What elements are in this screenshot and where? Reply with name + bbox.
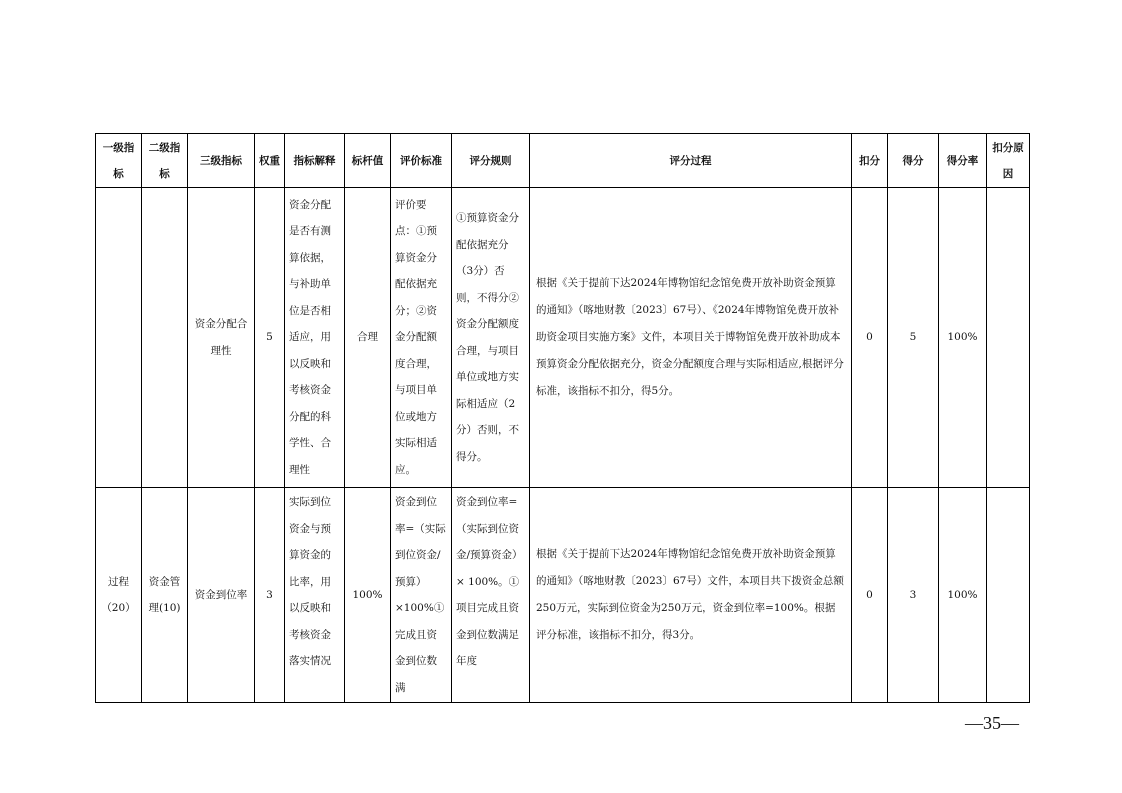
- table-row: [96, 188, 1030, 488]
- evaluation-table: [95, 133, 1030, 703]
- header-reason: 扣分原因: [987, 134, 1030, 188]
- cell-explanation: 实际到位资金与预算资金的比率，用以反映和考核资金落实情况: [285, 488, 345, 703]
- cell-criteria: 评价要点：①预算资金分配依据充分；②资金分配额度合理，与项目单位或地方实际相适应。: [391, 188, 452, 488]
- cell-level3: 资金分配合理性: [188, 188, 255, 488]
- cell-rules: ①预算资金分配依据充分（3分）否则，不得分②资金分配额度合理，与项目单位或地方实际相适应（2分）否则，不得分。: [452, 188, 530, 488]
- header-rate: 得分率: [939, 134, 987, 188]
- header-rules: 评分规则: [452, 134, 530, 188]
- header-process: 评分过程: [530, 134, 852, 188]
- cell-deduction: 0: [852, 188, 888, 488]
- header-weight: 权重: [255, 134, 285, 188]
- header-explanation: 指标解释: [285, 134, 345, 188]
- cell-level1: [96, 188, 142, 488]
- cell-rate: 100%: [939, 188, 987, 488]
- cell-reason: [987, 188, 1030, 488]
- cell-score: 3: [888, 488, 939, 703]
- header-level3: 三级指标: [188, 134, 255, 188]
- cell-reason: [987, 488, 1030, 703]
- cell-level3: 资金到位率: [188, 488, 255, 703]
- header-deduction: 扣分: [852, 134, 888, 188]
- cell-benchmark: 100%: [345, 488, 391, 703]
- cell-process: 根据《关于提前下达2024年博物馆纪念馆免费开放补助资金预算的通知》（喀地财教〔2023〕67号）、《2024年博物馆免费开放补助资金项目实施方案》文件，本项目关于博物馆免费开放补助成本预算资金分配依据充分，资金分配额度合理与实际相适应,根据评分标准，该指标不扣分，得5分。: [530, 188, 852, 488]
- page-number: —35—: [965, 713, 1019, 733]
- header-score: 得分: [888, 134, 939, 188]
- cell-deduction: 0: [852, 488, 888, 703]
- cell-weight: 3: [255, 488, 285, 703]
- cell-benchmark: 合理: [345, 188, 391, 488]
- cell-level2: 资金管理(10): [142, 488, 188, 703]
- header-benchmark: 标杆值: [345, 134, 391, 188]
- header-criteria: 评价标准: [391, 134, 452, 188]
- cell-score: 5: [888, 188, 939, 488]
- cell-level2: [142, 188, 188, 488]
- header-level1: 一级指标: [96, 134, 142, 188]
- header-level2: 二级指标: [142, 134, 188, 188]
- cell-level1: 过程（20）: [96, 488, 142, 703]
- cell-explanation: 资金分配是否有测算依据，与补助单位是否相适应，用以反映和考核资金分配的科学性、合理性: [285, 188, 345, 488]
- header-row: [96, 134, 1030, 188]
- cell-rate: 100%: [939, 488, 987, 703]
- cell-weight: 5: [255, 188, 285, 488]
- cell-criteria: 资金到位率=（实际到位资金/预算）×100%①完成且资金到位数满: [391, 488, 452, 703]
- cell-rules: 资金到位率=（实际到位资金/预算资金）× 100%。①项目完成且资金到位数满足年度: [452, 488, 530, 703]
- table-row: [96, 488, 1030, 703]
- cell-process: 根据《关于提前下达2024年博物馆纪念馆免费开放补助资金预算的通知》（喀地财教〔2023〕67号）文件，本项目共下拨资金总额250万元，实际到位资金为250万元，资金到位率=100%。根据评分标准，该指标不扣分，得3分。: [530, 488, 852, 703]
